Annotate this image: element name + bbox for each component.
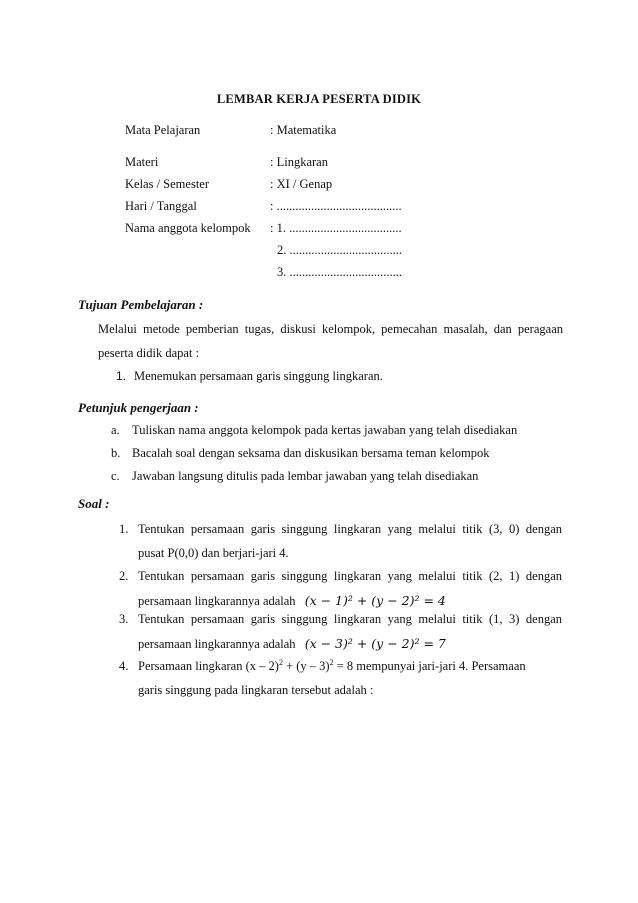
question-3-line-1: Tentukan persamaan garis singgung lingkaran yang melalui titik (1, 3) dengan — [138, 612, 562, 626]
question-3-equation: (x − 3)² + (y − 2)² = 7 — [304, 636, 446, 651]
subject-value: : Matematika — [270, 123, 337, 137]
question-4-line-1 — [138, 659, 526, 674]
instruction-marker-c: c. — [111, 469, 120, 483]
question-4-text-b: + (y – 3) — [282, 659, 330, 673]
objectives-intro-line-2: peserta didik dapat : — [98, 346, 200, 360]
question-4-line-2: garis singgung pada lingkaran tersebut adalah : — [138, 683, 374, 697]
group-member-2: 2. .................................... — [277, 243, 402, 257]
question-2-equation: (x − 1)² + (y − 2)² = 4 — [304, 593, 446, 608]
question-1-line-2: pusat P(0,0) dan berjari-jari 4. — [138, 546, 289, 560]
class-semester-label: Kelas / Semester — [125, 177, 210, 191]
question-number-3: 3. — [119, 612, 129, 626]
question-4-text-c: = 8 mempunyai jari-jari 4. Persamaan — [333, 659, 526, 673]
question-4-exponent-1: 2 — [278, 657, 283, 667]
question-2-text: persamaan lingkarannya adalah — [138, 594, 296, 608]
question-number-2: 2. — [119, 569, 129, 583]
question-number-1: 1. — [119, 522, 129, 536]
question-3-line-2 — [138, 636, 446, 652]
instruction-item-a: Tuliskan nama anggota kelompok pada kertas jawaban yang telah disediakan — [132, 423, 518, 437]
day-date-value: : ........................................ — [270, 199, 402, 213]
subject-label: Mata Pelajaran — [125, 123, 201, 137]
material-value: : Lingkaran — [270, 155, 328, 169]
day-date-label: Hari / Tanggal — [125, 199, 197, 213]
objective-text: Menemukan persamaan garis singgung lingkaran. — [134, 369, 383, 383]
group-member-3: 3. .................................... — [277, 265, 402, 279]
question-1-line-1: Tentukan persamaan garis singgung lingkaran yang melalui titik (3, 0) dengan — [138, 522, 562, 536]
group-members-label: Nama anggota kelompok — [125, 221, 251, 235]
material-label: Materi — [125, 155, 159, 169]
learning-objectives-heading: Tujuan Pembelajaran : — [78, 297, 204, 312]
group-member-1: : 1. .................................... — [270, 221, 402, 235]
question-4-text-a: Persamaan lingkaran (x – 2) — [138, 659, 279, 673]
class-semester-value: : XI / Genap — [270, 177, 333, 191]
instructions-heading: Petunjuk pengerjaan : — [78, 400, 199, 415]
question-2-line-1: Tentukan persamaan garis singgung lingkaran yang melalui titik (2, 1) dengan — [138, 569, 562, 583]
question-2-line-2 — [138, 593, 446, 609]
objective-number: 1. — [116, 369, 127, 383]
question-3-text: persamaan lingkarannya adalah — [138, 637, 296, 651]
objectives-intro-line: Melalui metode pemberian tugas, diskusi kelompok, pemecahan masalah, dan peragaan — [98, 322, 563, 336]
instruction-item-b: Bacalah soal dengan seksama dan diskusikan bersama teman kelompok — [132, 446, 490, 460]
instruction-marker-b: b. — [111, 446, 121, 460]
page-title: LEMBAR KERJA PESERTA DIDIK — [216, 92, 422, 106]
questions-heading: Soal : — [78, 496, 110, 511]
instruction-marker-a: a. — [111, 423, 120, 437]
question-4-exponent-2: 2 — [329, 657, 334, 667]
question-number-4: 4. — [119, 659, 129, 673]
instruction-item-c: Jawaban langsung ditulis pada lembar jawaban yang telah disediakan — [132, 469, 479, 483]
